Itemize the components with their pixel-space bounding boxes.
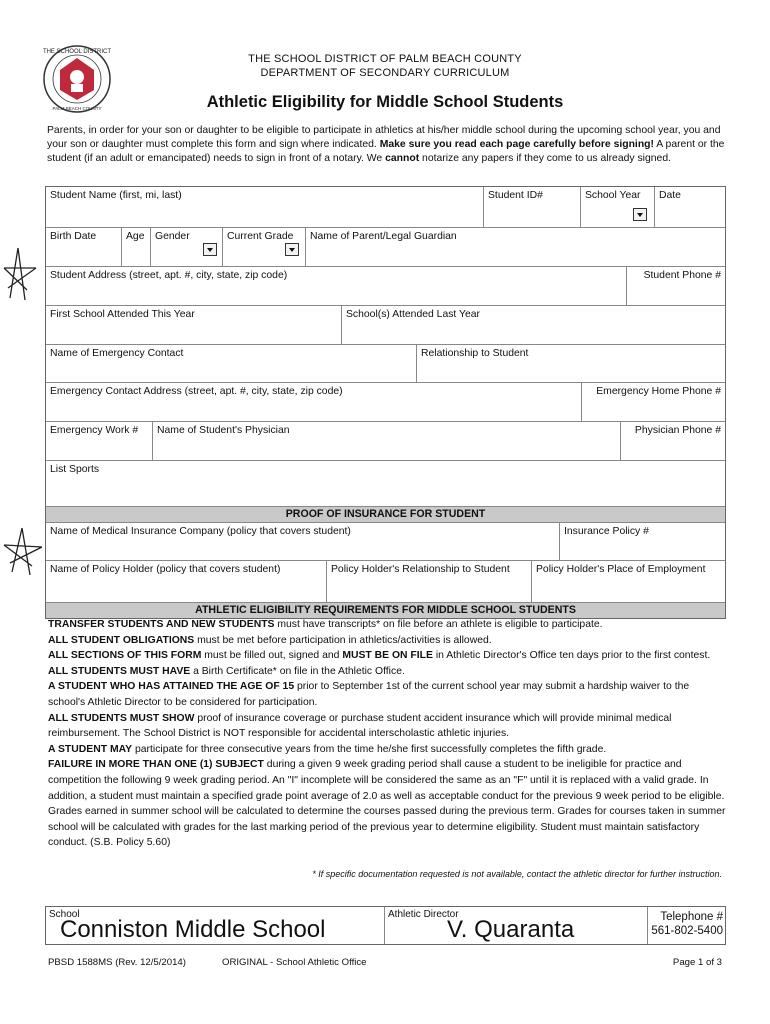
student-phone-field[interactable] — [626, 267, 725, 305]
rule-text: must be met before participation in athletics/activities is allowed. — [194, 634, 492, 646]
gender-field[interactable] — [150, 228, 222, 266]
emergency-contact-label: Name of Emergency Contact — [50, 348, 184, 359]
form-row-student — [46, 187, 725, 227]
athletic-director-value[interactable]: V. Quaranta — [447, 916, 575, 943]
current-grade-field[interactable] — [222, 228, 305, 266]
student-id-field[interactable] — [483, 187, 580, 227]
student-phone-label: Student Phone # — [643, 270, 721, 281]
form-row-emergency-address — [46, 382, 725, 421]
intro-paragraph — [47, 124, 727, 167]
emergency-home-phone-field[interactable] — [581, 383, 725, 421]
school-signature-box — [45, 906, 726, 945]
insurance-section-header: PROOF OF INSURANCE FOR STUDENT — [46, 506, 725, 522]
star-mark-icon — [4, 248, 36, 300]
athletic-director-label: Athletic Director — [388, 909, 459, 920]
current-grade-dropdown-icon[interactable] — [285, 243, 299, 256]
department-name: DEPARTMENT OF SECONDARY CURRICULUM — [260, 67, 510, 79]
holder-employment-field[interactable] — [531, 561, 725, 602]
seal-text-bottom: PALM BEACH COUNTY — [52, 106, 102, 111]
rule-text: must have transcripts* on file before an athlete is eligible to participate. — [274, 619, 603, 630]
form-row-insurance — [46, 522, 725, 560]
athletic-director-field[interactable] — [384, 907, 647, 944]
documentation-footnote: * If specific documentation requested is not available, contact the athletic director for further instruction. — [312, 869, 722, 879]
rule-bold: TRANSFER STUDENTS AND NEW STUDENTS — [48, 619, 275, 630]
intro-bold-1: Make sure you read each page carefully before signing! — [379, 139, 654, 151]
physician-phone-field[interactable] — [620, 422, 725, 460]
rule-item — [48, 742, 728, 758]
first-school-label: First School Attended This Year — [50, 309, 195, 320]
form-row-address — [46, 266, 725, 305]
school-year-label: School Year — [585, 190, 641, 201]
form-row-schools — [46, 305, 725, 344]
emergency-contact-field[interactable] — [46, 345, 416, 382]
form-row-birth — [46, 227, 725, 266]
emergency-address-field[interactable] — [46, 383, 581, 421]
guardian-label: Name of Parent/Legal Guardian — [310, 231, 457, 242]
last-school-label: School(s) Attended Last Year — [346, 309, 481, 320]
school-field[interactable] — [46, 907, 384, 944]
date-field[interactable] — [654, 187, 725, 227]
intro-text-2: A parent or the student (if an adult or emancipated) needs to sign in front of a notary. We — [47, 139, 725, 165]
age-label: Age — [126, 231, 145, 242]
rule-text: a Birth Certificate* on file in the Athletic Office. — [190, 665, 405, 677]
physician-field[interactable] — [152, 422, 620, 460]
physician-label: Name of Student's Physician — [157, 425, 290, 436]
star-mark-icon — [4, 528, 42, 575]
rule-bold: ALL STUDENTS MUST HAVE — [48, 665, 191, 677]
rule-bold: ALL STUDENT OBLIGATIONS — [48, 634, 195, 646]
telephone-field[interactable] — [647, 907, 725, 944]
relationship-field[interactable] — [416, 345, 725, 382]
rule-bold: FAILURE IN MORE THAN ONE (1) SUBJECT — [48, 759, 264, 771]
date-label: Date — [659, 190, 681, 201]
sports-field[interactable] — [46, 461, 725, 506]
rule-text: must be filled out, signed and — [201, 650, 343, 662]
holder-relationship-field[interactable] — [326, 561, 531, 602]
rule-text: prior to September 1st of the current school year may submit a hardship waiver to the school's Athletic Director to be considered for participation. — [48, 681, 690, 708]
insurance-policy-field[interactable] — [559, 523, 725, 560]
rule-bold: MUST BE ON FILE — [342, 650, 433, 662]
insurance-policy-label: Insurance Policy # — [564, 526, 649, 537]
copy-destination: ORIGINAL - School Athletic Office — [222, 957, 367, 968]
school-year-field[interactable] — [580, 187, 654, 227]
rule-text: proof of insurance coverage or purchase student accident insurance which will provide minimal medical reimbursement. The School District is NOT responsible for accidental interscholastic athletic injuries. — [48, 712, 672, 740]
gender-dropdown-icon[interactable] — [203, 243, 217, 256]
telephone-label: Telephone # — [660, 911, 723, 923]
student-info-form — [45, 186, 726, 619]
page-title: Athletic Eligibility for Middle School Students — [206, 93, 564, 111]
rule-item — [48, 617, 728, 633]
rule-bold: ALL SECTIONS OF THIS FORM — [48, 650, 202, 662]
relationship-label: Relationship to Student — [421, 348, 529, 359]
rule-text: during a given 9 week grading period shall cause a student to be ineligible for practice and competition the following 9 week grading period. An "I" incomplete will be considered the same as an "F" until it is replaced with a valid grade. In addition, a student must maintain a specified grade point average of 2.0 as well as acceptable conduct for the previous 9 week period to be eligible. Grades earned in summer school will be calculated to determine the courses passed during the previous term. Grades for courses taken in summer school will be calculated with grades for the last marking period of the previous year to determine eligibility. Student must maintain satisfactory conduct. (S.B. Policy 5.60) — [48, 759, 726, 849]
district-name: THE SCHOOL DISTRICT OF PALM BEACH COUNTY — [248, 53, 522, 65]
student-id-label: Student ID# — [488, 190, 543, 201]
first-school-field[interactable] — [46, 306, 341, 344]
rule-bold: ALL STUDENTS MUST SHOW — [48, 712, 195, 724]
physician-phone-label: Physician Phone # — [634, 425, 721, 436]
form-row-physician — [46, 421, 725, 460]
birth-date-label: Birth Date — [50, 231, 97, 242]
birth-date-field[interactable] — [46, 228, 121, 266]
telephone-block — [651, 910, 723, 938]
policy-holder-field[interactable] — [46, 561, 326, 602]
telephone-value[interactable]: 561-802-5400 — [651, 925, 723, 937]
rule-item — [48, 757, 728, 851]
holder-relationship-label: Policy Holder's Relationship to Student — [331, 564, 510, 575]
holder-employment-label: Policy Holder's Place of Employment — [536, 564, 706, 575]
insurance-company-label: Name of Medical Insurance Company (policy that covers student) — [50, 526, 351, 537]
rule-text: participate for three consecutive years from the time he/she first successfully completes the fifth grade. — [132, 743, 607, 755]
form-row-policy-holder — [46, 560, 725, 602]
rule-item — [48, 711, 728, 742]
insurance-company-field[interactable] — [46, 523, 559, 560]
intro-bold-2: cannot — [385, 153, 420, 165]
gender-label: Gender — [155, 231, 190, 242]
intro-text-1: Parents, in order for your son or daughter to be eligible to participate in athletics at his/her middle school during the upcoming school year, you and your son or daughter must complete this form and sign where indicated. — [47, 125, 721, 151]
rule-item — [48, 648, 728, 664]
form-row-sports — [46, 460, 725, 506]
school-label: School — [49, 909, 80, 920]
current-grade-label: Current Grade — [227, 231, 294, 242]
requirements-list — [48, 617, 728, 851]
school-value[interactable]: Conniston Middle School — [60, 916, 326, 943]
student-name-field[interactable] — [46, 187, 483, 227]
student-address-label: Student Address (street, apt. #, city, state, zip code) — [50, 270, 288, 281]
student-name-label: Student Name (first, mi, last) — [50, 190, 182, 201]
age-field[interactable] — [121, 228, 150, 266]
requirements-section-header: ATHLETIC ELIGIBILITY REQUIREMENTS FOR MIDDLE SCHOOL STUDENTS — [46, 602, 725, 618]
rule-text: in Athletic Director's Office ten days prior to the first contest. — [432, 650, 711, 662]
rule-bold: A STUDENT WHO HAS ATTAINED THE AGE OF 15 — [48, 681, 295, 693]
school-year-dropdown-icon[interactable] — [633, 208, 647, 221]
page-number: Page 1 of 3 — [672, 957, 722, 968]
intro-text-3: notarize any papers if they come to us already signed. — [419, 153, 671, 165]
seal-text-top: THE SCHOOL DISTRICT — [42, 49, 112, 55]
student-address-field[interactable] — [46, 267, 626, 305]
form-id: PBSD 1588MS (Rev. 12/5/2014) — [48, 957, 186, 968]
rule-bold: A STUDENT MAY — [48, 743, 133, 755]
sports-label: List Sports — [50, 464, 100, 475]
last-school-field[interactable] — [341, 306, 725, 344]
emergency-address-label: Emergency Contact Address (street, apt. #, city, state, zip code) — [50, 386, 343, 397]
form-row-emergency — [46, 344, 725, 382]
emergency-work-field[interactable] — [46, 422, 152, 460]
rule-item — [48, 679, 728, 710]
emergency-home-phone-label: Emergency Home Phone # — [596, 386, 721, 397]
rule-item — [48, 633, 728, 649]
policy-holder-label: Name of Policy Holder (policy that covers student) — [50, 564, 281, 575]
guardian-field[interactable] — [305, 228, 725, 266]
emergency-work-label: Emergency Work # — [50, 425, 139, 436]
rule-item — [48, 664, 728, 680]
